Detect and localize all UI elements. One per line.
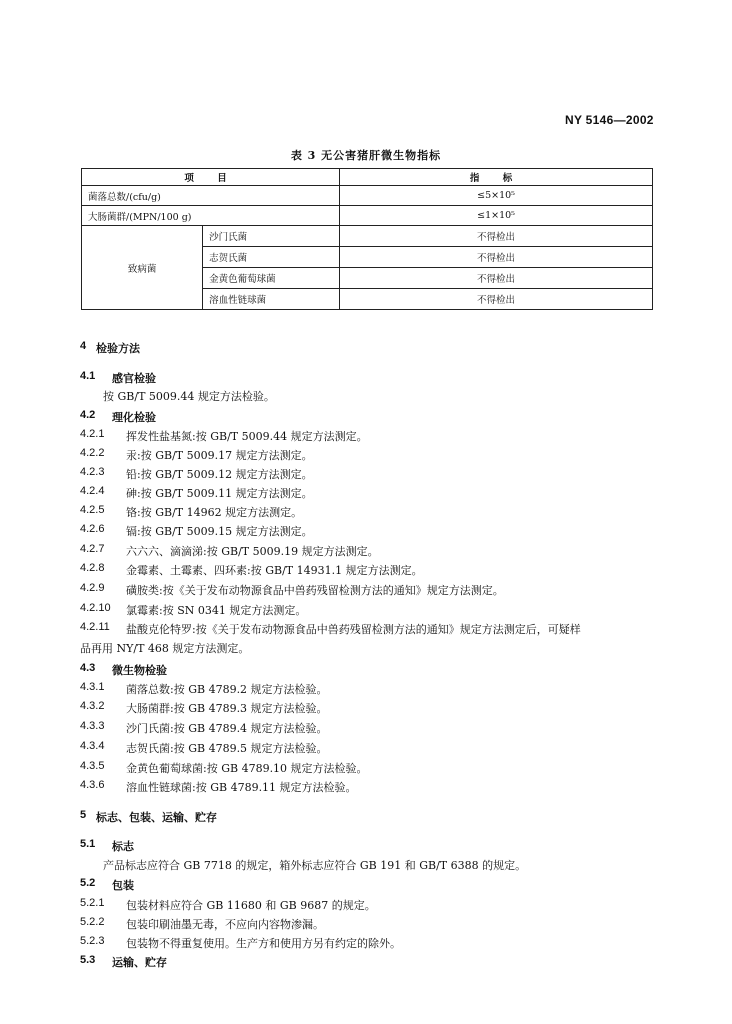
pathogen-value: 不得检出 (340, 289, 653, 310)
section-text: 大肠菌群:按 GB 4789.3 规定方法检验。 (126, 702, 328, 715)
section-number: 4.2.6 (80, 523, 105, 535)
section-text: 六六六、滴滴涕:按 GB/T 5009.19 规定方法测定。 (126, 545, 379, 558)
table-header-row (82, 169, 653, 186)
column-header-item: 项 目 (82, 169, 340, 186)
section-text: 砷:按 GB/T 5009.11 规定方法测定。 (126, 487, 313, 500)
section-number: 5.2 (80, 877, 96, 889)
pathogen-name: 志贺氏菌 (203, 247, 340, 268)
section-heading: 感官检验 (112, 372, 156, 385)
section-number: 5.2.3 (80, 935, 105, 947)
table-row (82, 226, 653, 247)
section-number: 5 (80, 809, 87, 821)
row-item: 菌落总数/(cfu/g) (82, 186, 340, 206)
table-row (82, 206, 653, 226)
section-number: 4.2.5 (80, 504, 105, 516)
section-heading: 微生物检验 (112, 664, 167, 677)
section-heading: 检验方法 (96, 342, 140, 355)
section-text: 汞:按 GB/T 5009.17 规定方法测定。 (126, 449, 313, 462)
table-row (82, 186, 653, 206)
section-text: 铅:按 GB/T 5009.12 规定方法测定。 (126, 468, 313, 481)
section-heading: 标志 (112, 840, 134, 853)
section-number: 4.2 (80, 409, 96, 421)
section-number: 4.2.8 (80, 562, 105, 574)
table-title: 表 3 无公害猪肝微生物指标 (290, 149, 442, 162)
section-text: 金黄色葡萄球菌:按 GB 4789.10 规定方法检验。 (126, 762, 368, 775)
section-text: 包装物不得重复使用。生产方和使用方另有约定的除外。 (126, 937, 401, 950)
section-text: 铬:按 GB/T 14962 规定方法测定。 (126, 506, 303, 519)
section-text: 产品标志应符合 GB 7718 的规定，箱外标志应符合 GB 191 和 GB/T 6388 的规定。 (103, 859, 527, 872)
pathogen-value: 不得检出 (340, 247, 653, 268)
section-text: 按 GB/T 5009.44 规定方法检验。 (103, 390, 275, 403)
section-text: 磺胺类:按《关于发布动物源食品中兽药残留检测方法的通知》规定方法测定。 (126, 584, 504, 597)
pathogen-group-label: 致病菌 (82, 226, 203, 310)
pathogen-name: 沙门氏菌 (203, 226, 340, 247)
microbial-indicator-table (81, 168, 653, 310)
row-value: ≤1×10⁵ (340, 206, 653, 226)
pathogen-name: 金黄色葡萄球菌 (203, 268, 340, 289)
section-heading: 运输、贮存 (112, 956, 167, 969)
section-text: 品再用 NY/T 468 规定方法测定。 (80, 642, 250, 655)
section-number: 4.3.2 (80, 700, 105, 712)
section-number: 4.3.3 (80, 720, 105, 732)
row-item: 大肠菌群/(MPN/100 g) (82, 206, 340, 226)
section-number: 4.2.11 (80, 621, 110, 633)
pathogen-value: 不得检出 (340, 226, 653, 247)
section-number: 4.3.4 (80, 740, 105, 752)
section-number: 4.1 (80, 370, 96, 382)
row-value: ≤5×10⁵ (340, 186, 653, 206)
section-number: 5.2.2 (80, 916, 105, 928)
section-number: 4.3 (80, 662, 96, 674)
section-number: 5.1 (80, 838, 96, 850)
section-number: 5.2.1 (80, 897, 105, 909)
document-code: NY 5146—2002 (565, 113, 654, 127)
section-text: 挥发性盐基氮:按 GB/T 5009.44 规定方法测定。 (126, 430, 368, 443)
section-text: 志贺氏菌:按 GB 4789.5 规定方法检验。 (126, 742, 328, 755)
section-number: 4.3.6 (80, 779, 105, 791)
section-number: 4.2.9 (80, 582, 105, 594)
section-number: 4.2.3 (80, 466, 105, 478)
section-number: 4.2.4 (80, 485, 105, 497)
section-number: 4.2.1 (80, 428, 105, 440)
section-heading: 标志、包装、运输、贮存 (96, 811, 217, 824)
section-text: 包装印刷油墨无毒，不应向内容物渗漏。 (126, 918, 324, 931)
section-heading: 理化检验 (112, 411, 156, 424)
section-number: 4.2.2 (80, 447, 105, 459)
section-text: 菌落总数:按 GB 4789.2 规定方法检验。 (126, 683, 328, 696)
section-text: 镉:按 GB/T 5009.15 规定方法测定。 (126, 525, 313, 538)
section-text: 盐酸克伦特罗:按《关于发布动物源食品中兽药残留检测方法的通知》规定方法测定后，可疑样 (126, 623, 581, 636)
section-text: 溶血性链球菌:按 GB 4789.11 规定方法检验。 (126, 781, 357, 794)
section-number: 5.3 (80, 954, 96, 966)
column-header-indicator: 指 标 (340, 169, 653, 186)
section-number: 4 (80, 340, 87, 352)
section-number: 4.3.5 (80, 760, 105, 772)
section-text: 包装材料应符合 GB 11680 和 GB 9687 的规定。 (126, 899, 376, 912)
section-number: 4.2.7 (80, 543, 105, 555)
section-number: 4.3.1 (80, 681, 105, 693)
pathogen-value: 不得检出 (340, 268, 653, 289)
pathogen-name: 溶血性链球菌 (203, 289, 340, 310)
section-text: 氯霉素:按 SN 0341 规定方法测定。 (126, 604, 307, 617)
section-text: 沙门氏菌:按 GB 4789.4 规定方法检验。 (126, 722, 328, 735)
section-number: 4.2.10 (80, 602, 111, 614)
section-text: 金霉素、土霉素、四环素:按 GB/T 14931.1 规定方法测定。 (126, 564, 423, 577)
section-heading: 包装 (112, 879, 134, 892)
